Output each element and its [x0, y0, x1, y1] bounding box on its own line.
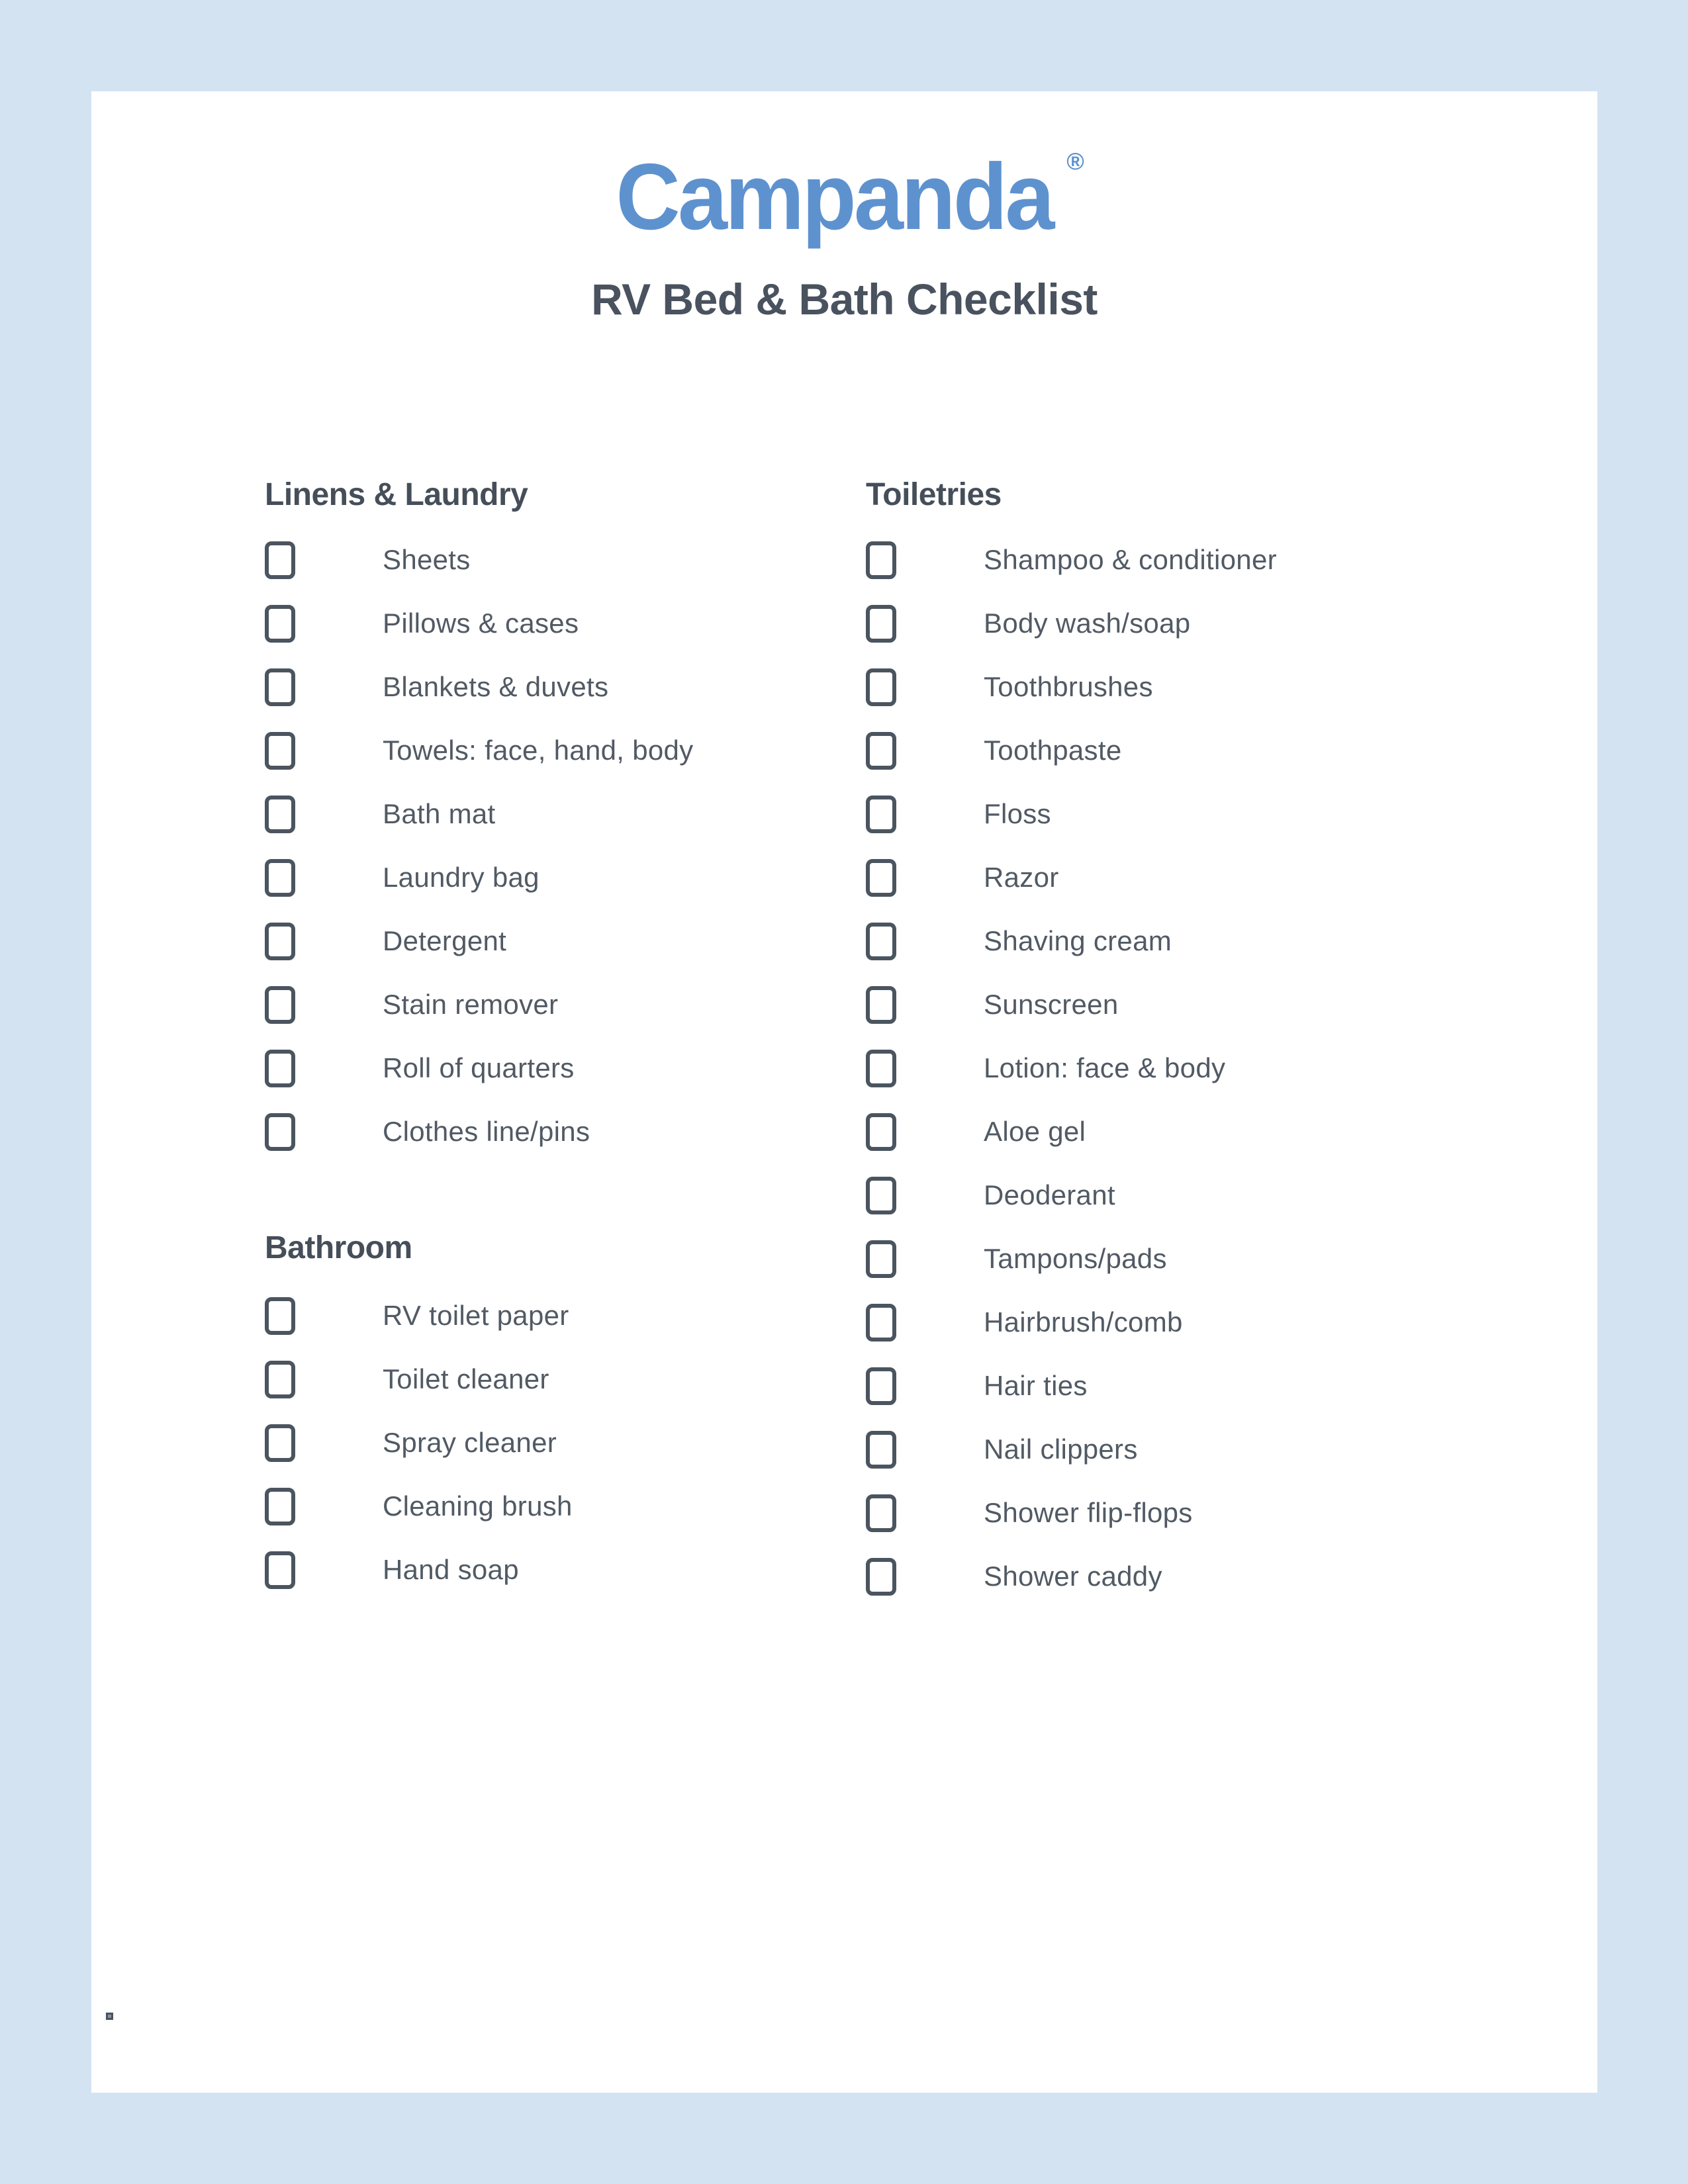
- checklist-row: [866, 1163, 1277, 1227]
- checklist-row: [866, 1545, 1277, 1608]
- item-label: Toothpaste: [984, 735, 1122, 766]
- item-checkbox[interactable]: [265, 541, 295, 579]
- item-checkbox[interactable]: [866, 923, 896, 960]
- item-label: Razor: [984, 862, 1059, 893]
- page-title: RV Bed & Bath Checklist: [591, 275, 1098, 324]
- checklist-row: [265, 528, 694, 592]
- checklist-row: [866, 909, 1277, 973]
- item-label: Nail clippers: [984, 1433, 1138, 1465]
- checklist-row: [265, 592, 694, 655]
- section-items-toiletries: [866, 528, 1277, 1608]
- checklist-row: [866, 1227, 1277, 1291]
- item-label: Roll of quarters: [383, 1052, 575, 1083]
- item-label: Aloe gel: [984, 1116, 1086, 1147]
- checklist-row: [866, 592, 1277, 655]
- checklist-row: [866, 1354, 1277, 1418]
- registered-trademark-icon: ®: [1066, 148, 1084, 175]
- checklist-row: [265, 1036, 694, 1100]
- item-checkbox[interactable]: [265, 923, 295, 960]
- item-checkbox[interactable]: [866, 732, 896, 770]
- item-label: Toothbrushes: [984, 671, 1153, 702]
- item-checkbox[interactable]: [866, 1050, 896, 1087]
- item-label: Shaving cream: [984, 925, 1172, 956]
- checklist-row: [866, 782, 1277, 846]
- item-checkbox[interactable]: [265, 1551, 295, 1589]
- checklist-page: [91, 91, 1597, 2093]
- item-checkbox[interactable]: [866, 1113, 896, 1151]
- item-label: Shampoo & conditioner: [984, 544, 1277, 575]
- item-checkbox[interactable]: [866, 1240, 896, 1278]
- item-checkbox[interactable]: [265, 668, 295, 706]
- item-label: Spray cleaner: [383, 1427, 557, 1458]
- item-label: Blankets & duvets: [383, 671, 609, 702]
- item-checkbox[interactable]: [265, 732, 295, 770]
- checklist-row: [265, 909, 694, 973]
- checklist-row: [866, 1291, 1277, 1354]
- checklist-row: [265, 1475, 573, 1538]
- item-checkbox[interactable]: [866, 1367, 896, 1405]
- section-title-toiletries: Toiletries: [866, 477, 1002, 512]
- item-checkbox[interactable]: [866, 1431, 896, 1469]
- section-title-bathroom: Bathroom: [265, 1230, 412, 1265]
- checklist-row: [866, 1418, 1277, 1481]
- item-checkbox[interactable]: [866, 1558, 896, 1596]
- section-items-bathroom: [265, 1284, 573, 1602]
- item-label: Laundry bag: [383, 862, 539, 893]
- checklist-row: [265, 973, 694, 1036]
- item-label: Pillows & cases: [383, 608, 579, 639]
- checklist-row: [866, 1481, 1277, 1545]
- checklist-row: [265, 1284, 573, 1347]
- item-label: Body wash/soap: [984, 608, 1191, 639]
- item-label: Clothes line/pins: [383, 1116, 590, 1147]
- item-checkbox[interactable]: [265, 986, 295, 1024]
- item-label: Stain remover: [383, 989, 559, 1020]
- item-checkbox[interactable]: [265, 1424, 295, 1462]
- item-label: Floss: [984, 798, 1051, 829]
- item-label: Towels: face, hand, body: [383, 735, 694, 766]
- item-checkbox[interactable]: [265, 1113, 295, 1151]
- checklist-row: [265, 846, 694, 909]
- checklist-row: [265, 1347, 573, 1411]
- checklist-row: [866, 528, 1277, 592]
- item-checkbox[interactable]: [866, 1177, 896, 1214]
- checklist-row: [265, 655, 694, 719]
- item-checkbox[interactable]: [866, 986, 896, 1024]
- item-checkbox[interactable]: [866, 1494, 896, 1532]
- section-title-linens-laundry: Linens & Laundry: [265, 477, 528, 512]
- checklist-row: [866, 973, 1277, 1036]
- item-checkbox[interactable]: [866, 796, 896, 833]
- item-checkbox[interactable]: [265, 1488, 295, 1525]
- item-label: RV toilet paper: [383, 1300, 569, 1331]
- checklist-row: [866, 1100, 1277, 1163]
- item-label: Hair ties: [984, 1370, 1088, 1401]
- item-label: Hairbrush/comb: [984, 1306, 1183, 1338]
- item-checkbox[interactable]: [866, 605, 896, 643]
- section-items-linens-laundry: [265, 528, 694, 1163]
- item-checkbox[interactable]: [866, 541, 896, 579]
- checklist-row: [866, 1036, 1277, 1100]
- item-label: Cleaning brush: [383, 1490, 573, 1522]
- item-checkbox[interactable]: [866, 859, 896, 897]
- item-label: Deoderant: [984, 1179, 1115, 1210]
- item-label: Toilet cleaner: [383, 1363, 549, 1394]
- item-label: Detergent: [383, 925, 507, 956]
- stray-dot: [106, 2013, 113, 2020]
- item-checkbox[interactable]: [265, 859, 295, 897]
- item-checkbox[interactable]: [265, 1297, 295, 1335]
- checklist-row: [866, 846, 1277, 909]
- item-label: Shower caddy: [984, 1561, 1162, 1592]
- item-label: Tampons/pads: [984, 1243, 1167, 1274]
- checklist-row: [866, 655, 1277, 719]
- item-label: Lotion: face & body: [984, 1052, 1226, 1083]
- item-label: Bath mat: [383, 798, 496, 829]
- item-label: Sunscreen: [984, 989, 1119, 1020]
- campanda-logo-text: Campanda: [616, 144, 1053, 250]
- item-checkbox[interactable]: [866, 668, 896, 706]
- item-label: Shower flip-flops: [984, 1497, 1193, 1528]
- checklist-row: [265, 1100, 694, 1163]
- checklist-row: [866, 719, 1277, 782]
- item-label: Hand soap: [383, 1554, 519, 1585]
- item-checkbox[interactable]: [265, 1050, 295, 1087]
- item-label: Sheets: [383, 544, 471, 575]
- item-checkbox[interactable]: [265, 605, 295, 643]
- campanda-logo: [91, 144, 1597, 250]
- item-checkbox[interactable]: [265, 796, 295, 833]
- checklist-row: [265, 782, 694, 846]
- checklist-row: [265, 719, 694, 782]
- checklist-row: [265, 1538, 573, 1602]
- item-checkbox[interactable]: [866, 1304, 896, 1342]
- checklist-row: [265, 1411, 573, 1475]
- item-checkbox[interactable]: [265, 1361, 295, 1398]
